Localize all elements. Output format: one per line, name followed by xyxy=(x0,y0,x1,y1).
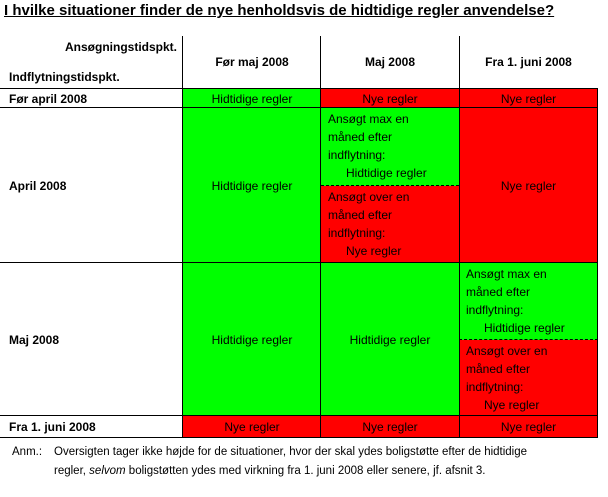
grid-line xyxy=(182,36,183,437)
split-result: Hidtidige regler xyxy=(484,321,565,335)
grid-line xyxy=(0,437,598,438)
footnote-label: Anm.: xyxy=(12,446,43,458)
grid-line xyxy=(0,107,598,108)
cell-r4-c2: Nye regler xyxy=(321,416,459,437)
row-label-before-april: Før april 2008 xyxy=(9,91,88,106)
split-line: indflytning: xyxy=(328,226,386,240)
grid-line xyxy=(0,262,598,263)
split-result: Nye regler xyxy=(484,398,540,412)
footnote-emphasis: selvom xyxy=(89,465,126,477)
split-line: Ansøgt max en xyxy=(466,267,547,281)
cell-r2-c2-bottom xyxy=(321,186,459,263)
column-header-before-may: Før maj 2008 xyxy=(215,55,289,69)
split-divider xyxy=(321,185,459,186)
row-label-from-june: Fra 1. juni 2008 xyxy=(9,419,96,434)
cell-r3-c3-bottom xyxy=(459,340,598,416)
split-line: Ansøgt max en xyxy=(328,112,409,126)
cell-r2-c2-top xyxy=(321,108,459,186)
cell-r3-c3-top xyxy=(459,263,598,340)
row-label-may: Maj 2008 xyxy=(9,332,60,347)
split-line: måned efter xyxy=(328,208,393,222)
footnote-line1: Oversigten tager ikke højde for de situationer, hvor der skal ydes boligstøtte efter de hidtidige xyxy=(54,446,528,458)
footnote xyxy=(12,443,602,481)
row-label-april: April 2008 xyxy=(9,178,67,193)
corner-top-label: Ansøgningstidspkt. xyxy=(65,40,177,54)
cell-r1-c2: Nye regler xyxy=(321,89,459,108)
split-line: Ansøgt over en xyxy=(328,190,410,204)
column-header-may: Maj 2008 xyxy=(364,55,416,69)
page-title: I hvilke situationer finder de nye henholdsvis de hidtidige regler anvendelse? xyxy=(4,2,555,19)
split-line: indflytning: xyxy=(466,303,524,317)
cell-r3-c1: Hidtidige regler xyxy=(183,263,321,416)
split-line: Ansøgt over en xyxy=(466,344,548,358)
corner-header xyxy=(0,36,183,88)
split-line: måned efter xyxy=(466,362,531,376)
cell-r1-c1: Hidtidige regler xyxy=(183,89,321,108)
split-divider xyxy=(459,339,598,340)
grid-line xyxy=(320,36,321,437)
split-line: indflytning: xyxy=(466,380,524,394)
split-result: Nye regler xyxy=(346,244,402,258)
cell-r4-c1: Nye regler xyxy=(183,416,321,437)
split-line: indflytning: xyxy=(328,148,386,162)
grid-line xyxy=(459,36,460,437)
cell-r3-c2: Hidtidige regler xyxy=(321,263,459,416)
footnote-line2-post: boligstøtten ydes med virkning fra 1. juni 2008 eller senere, jf. afsnit 3. xyxy=(125,465,486,477)
cell-r1-c3: Nye regler xyxy=(459,89,598,108)
corner-bottom-label: Indflytningstidspkt. xyxy=(9,70,120,84)
split-line: måned efter xyxy=(328,130,393,144)
cell-r4-c3: Nye regler xyxy=(459,416,598,437)
grid-line xyxy=(0,88,598,89)
split-line: måned efter xyxy=(466,285,531,299)
grid-line xyxy=(0,415,598,416)
split-result: Hidtidige regler xyxy=(346,166,427,180)
cell-r2-c3: Nye regler xyxy=(459,108,598,263)
footnote-line2-pre: regler, xyxy=(54,465,90,477)
cell-r2-c1: Hidtidige regler xyxy=(183,108,321,263)
column-header-from-june: Fra 1. juni 2008 xyxy=(485,55,572,69)
